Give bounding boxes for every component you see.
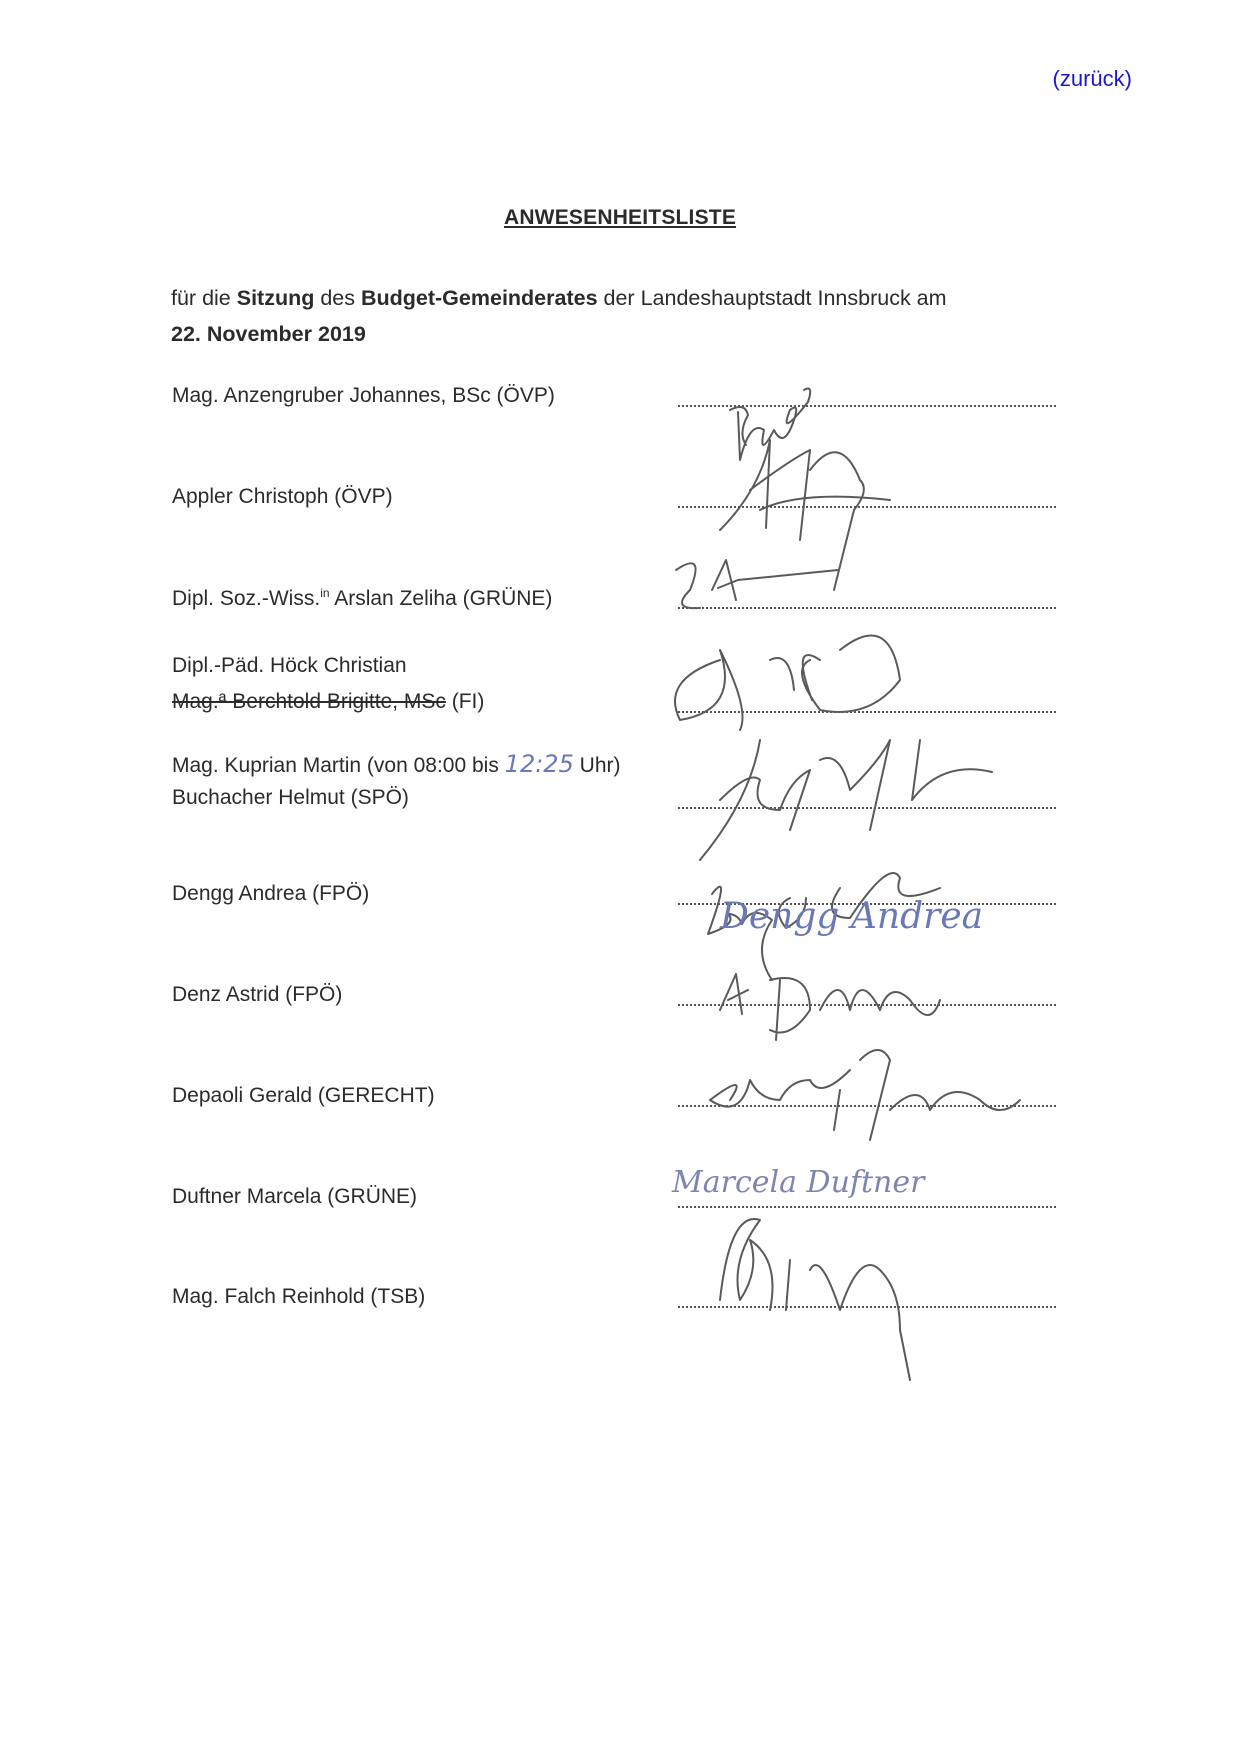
intro-text: für die Sitzung des Budget-Gemeinderates der Landeshauptstadt Innsbruck am 22. November 2019 bbox=[171, 286, 947, 346]
attendee-name: Dipl. Soz.-Wiss.$^{in}$ Arslan Zeliha (GRÜNE) bbox=[172, 586, 553, 610]
attendee-name-struck: Mag.ª Berchtold Brigitte, MSc (FI) bbox=[172, 690, 485, 713]
handwritten-end-time: 12:25 bbox=[504, 750, 574, 778]
signature-duftner bbox=[660, 1140, 960, 1210]
signature-line bbox=[678, 506, 1056, 508]
attendee-name: Dengg Andrea (FPÖ) bbox=[172, 882, 370, 905]
attendee-name: Denz Astrid (FPÖ) bbox=[172, 983, 343, 1006]
signature-line bbox=[678, 405, 1056, 407]
signature-denz bbox=[660, 950, 960, 1050]
back-link[interactable]: (zurück) bbox=[1052, 66, 1132, 91]
signature-line bbox=[678, 607, 1056, 609]
signature-depaoli bbox=[660, 1040, 1020, 1150]
attendee-name: Dipl.-Päd. Höck Christian bbox=[172, 654, 407, 677]
page-title: ANWESENHEITSLISTE bbox=[503, 206, 737, 229]
signature-line bbox=[678, 1306, 1056, 1308]
signature-anzengruber bbox=[660, 370, 920, 490]
signature-line bbox=[678, 903, 1056, 905]
signature-hoeck bbox=[660, 620, 920, 730]
session-date: 22. November 2019 bbox=[171, 322, 366, 346]
attendee-name: Duftner Marcela (GRÜNE) bbox=[172, 1185, 418, 1208]
attendee-name: Buchacher Helmut (SPÖ) bbox=[172, 786, 409, 809]
signature-arslan bbox=[660, 540, 920, 630]
signature-falch bbox=[660, 1200, 960, 1350]
attendee-name: Mag. Anzengruber Johannes, BSc (ÖVP) bbox=[172, 384, 555, 407]
signature-line bbox=[678, 807, 1056, 809]
svg-text:Dengg Andrea: Dengg Andrea bbox=[720, 896, 984, 937]
attendee-name: Mag. Kuprian Martin (von 08:00 bis 12:25 Uhr) bbox=[172, 750, 621, 778]
signature-dengg bbox=[660, 848, 984, 948]
svg-text:Marcela Duftner: Marcela Duftner bbox=[672, 1165, 925, 1200]
signature-line bbox=[678, 1105, 1056, 1107]
signature-appler bbox=[660, 430, 920, 560]
signature-line bbox=[678, 711, 1056, 713]
signature-line bbox=[678, 1206, 1056, 1208]
attendee-name: Mag. Falch Reinhold (TSB) bbox=[172, 1285, 426, 1308]
attendee-name: Appler Christoph (ÖVP) bbox=[172, 485, 393, 508]
signature-line bbox=[678, 1004, 1056, 1006]
attendee-name: Depaoli Gerald (GERECHT) bbox=[172, 1084, 435, 1107]
signature-buchacher bbox=[660, 720, 1020, 870]
